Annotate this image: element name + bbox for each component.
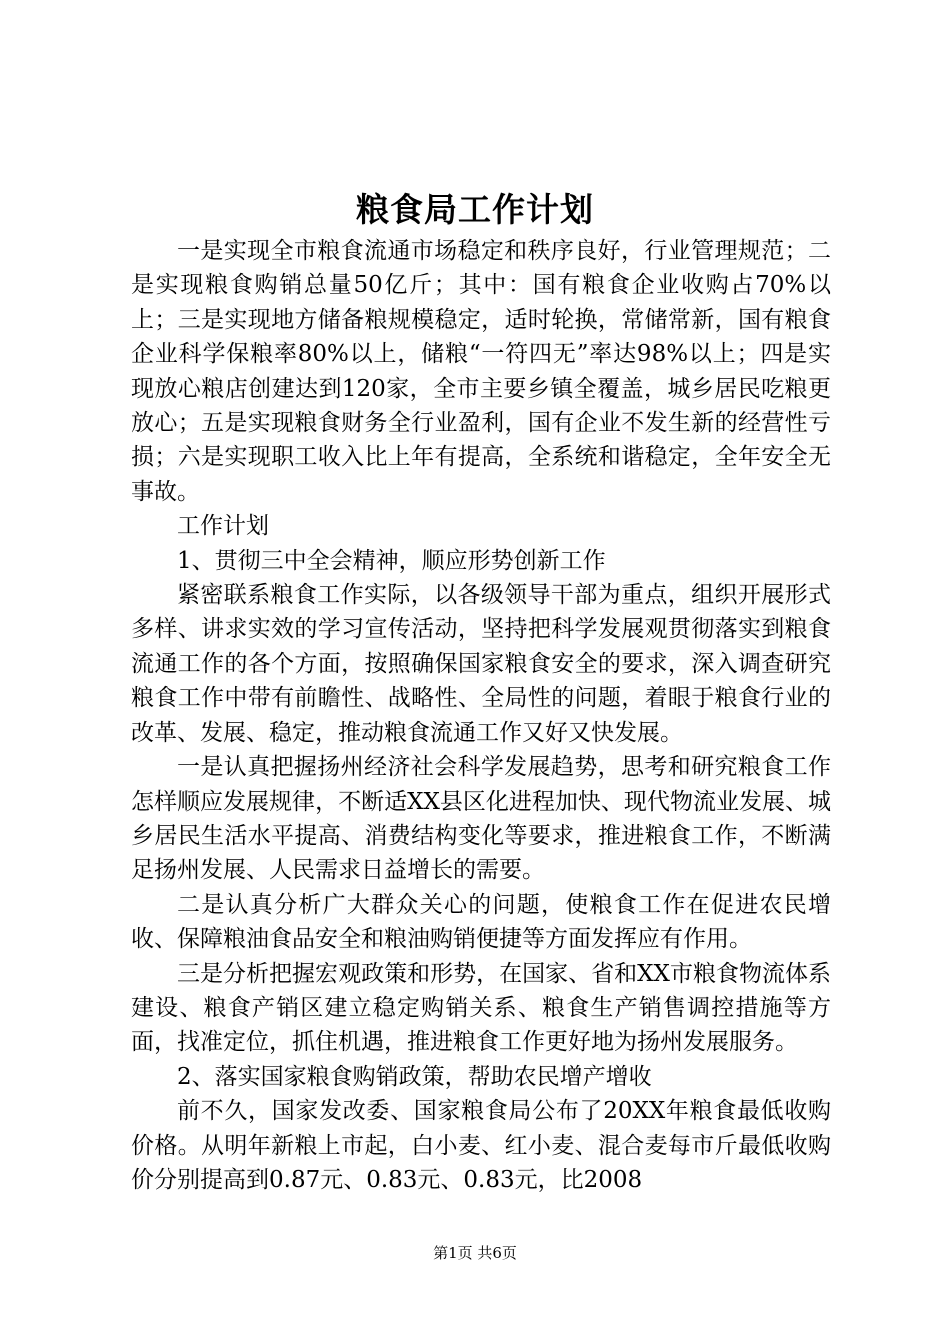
paragraph-point-1: 一是认真把握扬州经济社会科学发展趋势，思考和研究粮食工作怎样顺应发展规律，不断适XX县区化进程加快、现代物流业发展、城乡居民生活水平提高、消费结构变化等要求，推进粮食工作，不断满足扬州发展、人民需求日益增长的需要。 — [131, 754, 831, 884]
document-title: 粮食局工作计划 — [356, 190, 594, 229]
section-heading-2: 2、落实国家粮食购销政策，帮助农民增产增收 — [177, 1063, 652, 1090]
paragraph-price-policy: 前不久，国家发改委、国家粮食局公布了20XX年粮食最低收购价格。从明年新粮上市起，白小麦、红小麦、混合麦每市斤最低收购价分别提高到0.87元、0.83元、0.83元，比2008 — [131, 1098, 831, 1193]
paragraph-point-3: 三是分析把握宏观政策和形势，在国家、省和XX市粮食物流体系建设、粮食产销区建立稳定购销关系、粮食生产销售调控措施等方面，找准定位，抓住机遇，推进粮食工作更好地为扬州发展服务。 — [131, 960, 831, 1056]
paragraph-study: 紧密联系粮食工作实际，以各级领导干部为重点，组织开展形式多样、讲求实效的学习宣传活动，坚持把科学发展观贯彻落实到粮食流通工作的各个方面，按照确保国家粮食安全的要求，深入调查研究粮食工作中带有前瞻性、战略性、全局性的问题，着眼于粮食行业的改革、发展、稳定，推动粮食流通工作又好又快发展。 — [131, 582, 831, 746]
section-heading-1: 1、贯彻三中全会精神，顺应形势创新工作 — [177, 547, 606, 574]
paragraph-goals: 一是实现全市粮食流通市场稳定和秩序良好，行业管理规范；二是实现粮食购销总量50亿斤；其中：国有粮食企业收购占70%以上；三是实现地方储备粮规模稳定，适时轮换，常储常新，国有粮食企业科学保粮率80%以上，储粮“一符四无”率达98%以上；四是实现放心粮店创建达到120家，全市主要乡镇全覆盖，城乡居民吃粮更放心；五是实现粮食财务全行业盈利，国有企业不发生新的经营性亏损；六是实现职工收入比上年有提高，全系统和谐稳定，全年安全无事故。 — [131, 238, 831, 505]
paragraph-point-2: 二是认真分析广大群众关心的问题，使粮食工作在促进农民增收、保障粮油食品安全和粮油购销便捷等方面发挥应有作用。 — [131, 891, 831, 953]
document-body — [131, 234, 831, 1197]
section-heading-work-plan: 工作计划 — [177, 513, 269, 540]
page-footer: 第1页 共6页 — [433, 1244, 517, 1262]
